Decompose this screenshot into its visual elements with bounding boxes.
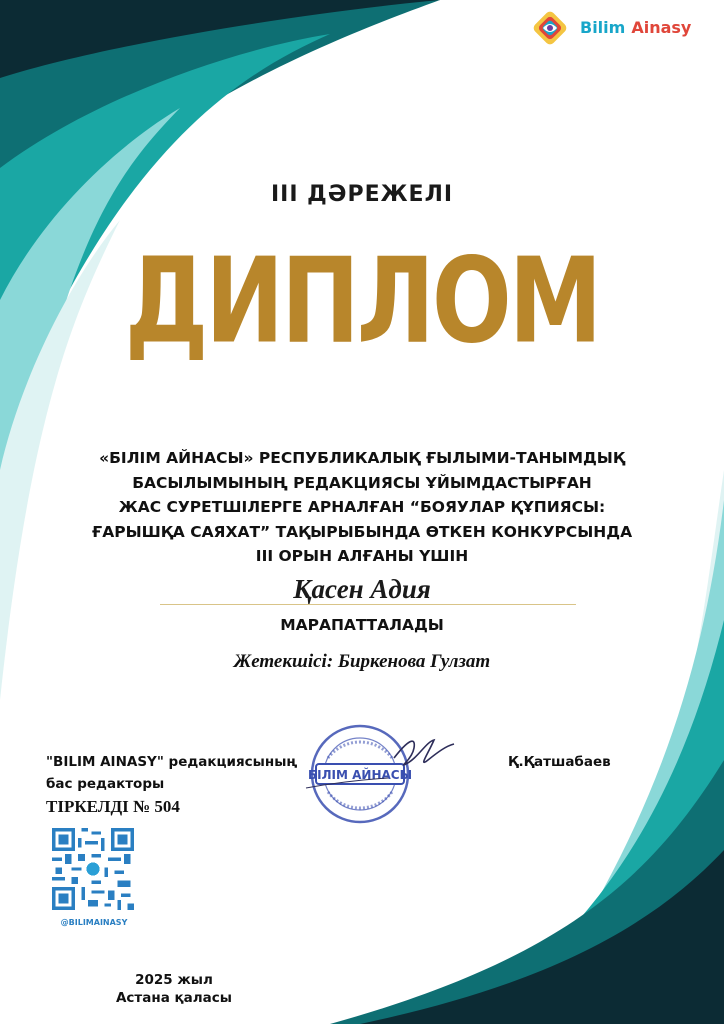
supervisor-text: Жетекшісі: Биркенова Гулзат (233, 651, 491, 672)
diploma-body (60, 446, 664, 569)
recipient-underline (160, 604, 576, 605)
social-handle: @BILIMAINASY (60, 918, 128, 927)
registration-number: ТІРКЕЛДІ № 504 (46, 797, 180, 816)
brand-name (580, 18, 691, 37)
qr-code (52, 828, 134, 910)
diploma-title: ДИПЛОМ (124, 234, 600, 371)
footer-city: Астана қаласы (115, 990, 232, 1006)
bilim-ainasy-logo-icon (528, 6, 572, 50)
body-line: «БІЛІМ АЙНАСЫ» РЕСПУБЛИКАЛЫҚ ҒЫЛЫМИ-ТАНЫМДЫҚ (99, 449, 625, 467)
body-line: III ОРЫН АЛҒАНЫ ҮШІН (255, 547, 469, 565)
footer-year: 2025 жыл (135, 972, 213, 988)
stamp-text: БІЛІМ АЙНАСЫ (307, 768, 413, 782)
brand-logo (528, 6, 708, 46)
awarded-text: МАРАПАТТАЛАДЫ (280, 616, 444, 634)
body-line: ҒАРЫШҚА САЯХАТ” ТАҚЫРЫБЫНДА ӨТКЕН КОНКУРСЫНДА (91, 522, 633, 541)
recipient-name: Қасен Адия (293, 574, 431, 604)
editor-name: Қ.Қатшабаев (508, 754, 611, 770)
brand-name-part1: Bilim (580, 18, 626, 37)
editor-title-line1: "BILIM AINASY" редакциясының (46, 754, 298, 770)
brand-name-part2: Ainasy (631, 18, 692, 37)
diploma-degree: III ДӘРЕЖЕЛІ (270, 182, 454, 207)
official-stamp (298, 718, 458, 828)
editor-title-line2: бас редакторы (46, 776, 165, 792)
body-line: ЖАС СУРЕТШІЛЕРГЕ АРНАЛҒАН “БОЯУЛАР ҚҰПИЯСЫ: (118, 498, 606, 516)
body-line: БАСЫЛЫМЫНЫҢ РЕДАКЦИЯСЫ ҰЙЫМДАСТЫРҒАН (132, 473, 592, 492)
